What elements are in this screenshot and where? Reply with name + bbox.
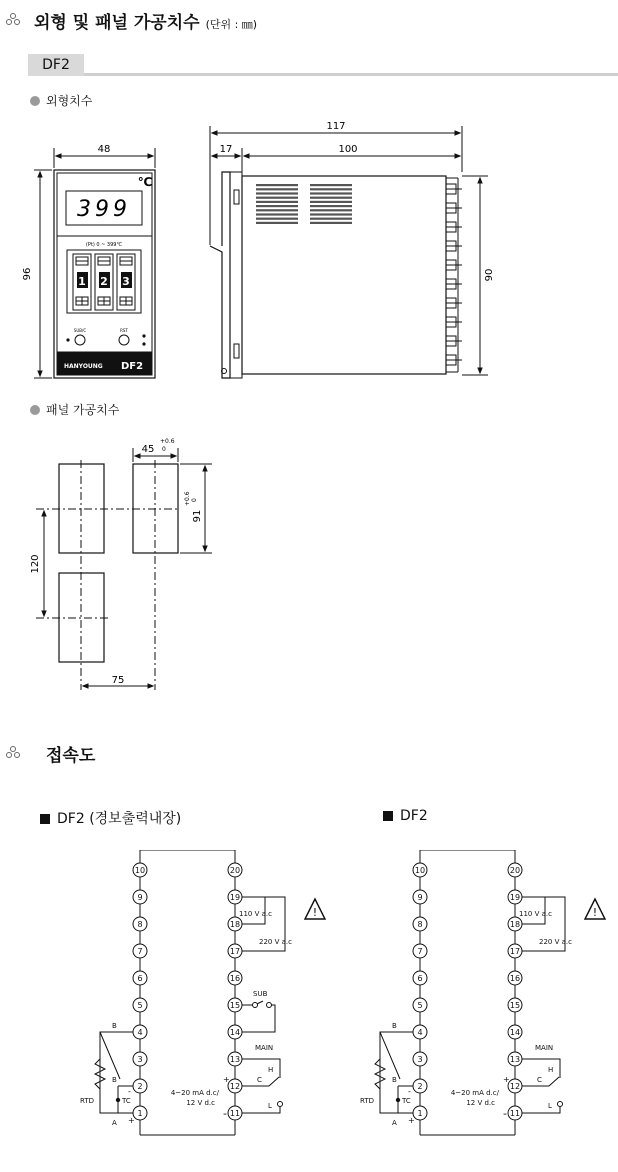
voltage-220-label: 220 V a.c xyxy=(259,938,292,946)
panel-cutout-drawing xyxy=(0,420,618,710)
main-l-point xyxy=(278,1102,283,1107)
terminal-number: 9 xyxy=(137,893,143,902)
vent-slot xyxy=(310,213,352,215)
tc-minus-label: - xyxy=(408,1087,411,1096)
vent-slot xyxy=(256,205,298,207)
display-value: 399 xyxy=(77,197,131,222)
brand-label: HANYOUNG xyxy=(64,363,103,370)
terminal-number: 10 xyxy=(134,866,146,875)
wiring-left-heading xyxy=(40,808,181,828)
tc-label: TC xyxy=(402,1097,411,1105)
panel-width-label: 45 xyxy=(141,444,155,455)
terminal-number: 6 xyxy=(417,974,423,983)
sub-label: SUB xyxy=(253,990,268,998)
vent-slot xyxy=(256,213,298,215)
a-label: A xyxy=(392,1119,397,1127)
section-bullet-icon xyxy=(6,746,22,760)
wiring-diagram-left xyxy=(60,850,340,1150)
ma-label: 4~20 mA d.c/ xyxy=(450,1089,499,1097)
terminal-number: 8 xyxy=(137,920,143,929)
section2-title: 접속도 xyxy=(46,746,96,766)
model-label: DF2 xyxy=(120,361,144,372)
b-label-mid: B xyxy=(112,1076,117,1084)
terminal-number: 12 xyxy=(229,1082,241,1091)
terminal-number: 14 xyxy=(229,1028,241,1037)
terminal-number: 2 xyxy=(417,1082,423,1091)
vent-slot xyxy=(310,201,352,203)
front-width-label: 48 xyxy=(97,144,111,155)
b-label-top: B xyxy=(392,1022,397,1030)
voltage-110-label: 110 V a.c xyxy=(239,910,272,918)
unit-symbol: ℃ xyxy=(137,175,153,189)
section1-title: 외형 및 패널 가공치수 xyxy=(34,13,200,33)
terminal-number: 11 xyxy=(229,1109,241,1118)
vent-slot xyxy=(310,218,352,220)
digit-2: 2 xyxy=(100,275,108,288)
circle-bullet-icon xyxy=(30,405,40,415)
range-label: (Pt) 0 ~ 399℃ xyxy=(85,242,123,248)
side-height-label: 90 xyxy=(484,268,495,282)
tc-plus-label: + xyxy=(408,1116,415,1125)
terminal-number: 20 xyxy=(509,866,521,875)
horizontal-pitch-label: 75 xyxy=(111,675,125,686)
voltage-110-label: 110 V a.c xyxy=(519,910,552,918)
warning-mark: ! xyxy=(592,906,598,919)
square-bullet-icon xyxy=(40,814,50,824)
rtd-label: RTD xyxy=(80,1097,95,1105)
vent-slot xyxy=(310,205,352,207)
panel-heading xyxy=(30,401,119,418)
front-height-label: 96 xyxy=(22,267,33,281)
plus-label: + xyxy=(503,1075,510,1084)
vent-slot xyxy=(256,222,298,224)
side-total-label: 117 xyxy=(326,121,346,132)
side-vents xyxy=(256,184,352,224)
terminal-number: 9 xyxy=(417,893,423,902)
side-front-label: 17 xyxy=(219,144,233,155)
rtd-label: RTD xyxy=(360,1097,375,1105)
terminal-number: 5 xyxy=(137,1001,143,1010)
tc-junction xyxy=(116,1098,120,1102)
vent-slot xyxy=(310,192,352,194)
vent-slot xyxy=(256,209,298,211)
ma-label: 4~20 mA d.c/ xyxy=(170,1089,219,1097)
minus-label: - xyxy=(223,1107,227,1120)
main-l-wire xyxy=(242,1107,280,1113)
side-body-label: 100 xyxy=(338,144,358,155)
terminal-number: 1 xyxy=(417,1109,423,1118)
vent-slot xyxy=(310,197,352,199)
vent-slot xyxy=(256,184,298,186)
digit-3: 3 xyxy=(122,275,130,288)
terminal-number: 3 xyxy=(137,1055,143,1064)
tc-minus-label: - xyxy=(128,1087,131,1096)
terminal-number: 15 xyxy=(229,1001,241,1010)
terminal-number: 15 xyxy=(509,1001,521,1010)
main-label: MAIN xyxy=(535,1044,554,1052)
sub-contact-point xyxy=(267,1003,272,1008)
tc-label: TC xyxy=(122,1097,131,1105)
plus-label: + xyxy=(223,1075,230,1084)
h-label: H xyxy=(548,1066,554,1074)
main-switch xyxy=(269,1077,279,1086)
panel-label: 패널 가공치수 xyxy=(46,403,120,417)
side-terminals xyxy=(446,184,462,365)
terminal-number: 16 xyxy=(229,974,241,983)
terminal-number: 1 xyxy=(137,1109,143,1118)
left-knob-label: SUB/C xyxy=(73,328,87,333)
b-label-mid: B xyxy=(392,1076,397,1084)
terminal-number: 3 xyxy=(417,1055,423,1064)
tc-junction xyxy=(396,1098,400,1102)
v12-label: 12 V d.c xyxy=(186,1099,215,1107)
c-label: C xyxy=(257,1076,262,1084)
vent-slot xyxy=(310,209,352,211)
rtd-diag-wire xyxy=(380,1032,400,1079)
terminal-number: 16 xyxy=(509,974,521,983)
wiring-left-title: DF2 (경보출력내장) xyxy=(57,811,182,827)
l-label: L xyxy=(548,1102,552,1110)
terminal-number: 18 xyxy=(229,920,241,929)
vent-slot xyxy=(256,192,298,194)
a-label: A xyxy=(112,1119,117,1127)
voltage-220-label: 220 V a.c xyxy=(539,938,572,946)
unit-note: (단위 : ㎜) xyxy=(205,18,258,31)
terminal-number: 6 xyxy=(137,974,143,983)
panel-height-tol-upper: +0.6 xyxy=(184,491,191,506)
vent-slot xyxy=(256,218,298,220)
vent-slot xyxy=(310,184,352,186)
panel-width-tol-upper: +0.6 xyxy=(160,438,175,445)
terminal-number: 2 xyxy=(137,1082,143,1091)
terminal-number: 14 xyxy=(509,1028,521,1037)
right-knob-label: RST xyxy=(120,328,128,333)
outline-label: 외형치수 xyxy=(46,94,93,108)
main-label: MAIN xyxy=(255,1044,274,1052)
terminal-number: 17 xyxy=(229,947,241,956)
vertical-pitch-label: 120 xyxy=(30,554,41,574)
v12-label: 12 V d.c xyxy=(466,1099,495,1107)
wiring-right-title: DF2 xyxy=(400,808,428,824)
wiring-diagram-right xyxy=(340,850,618,1150)
terminal-number: 17 xyxy=(509,947,521,956)
minus-label: - xyxy=(503,1107,507,1120)
terminal-number: 11 xyxy=(509,1109,521,1118)
outline-drawing xyxy=(0,0,618,400)
vent-slot xyxy=(310,188,352,190)
terminal-number: 7 xyxy=(417,947,423,956)
terminal-number: 7 xyxy=(137,947,143,956)
terminal-number: 20 xyxy=(229,866,241,875)
square-bullet-icon xyxy=(383,811,393,821)
warning-mark: ! xyxy=(312,906,318,919)
vent-slot xyxy=(256,188,298,190)
tc-plus-label: + xyxy=(128,1116,135,1125)
sub-contact-point xyxy=(253,1003,258,1008)
wiring-right-heading xyxy=(383,808,428,824)
main-switch xyxy=(549,1077,559,1086)
terminal-number: 19 xyxy=(509,893,521,902)
vent-slot xyxy=(310,222,352,224)
panel-width-tol-lower: 0 xyxy=(162,446,166,453)
sub-wire xyxy=(242,1005,275,1032)
main-l-wire xyxy=(522,1107,560,1113)
panel-height-label: 91 xyxy=(192,509,203,523)
b-label-top: B xyxy=(112,1022,117,1030)
vent-slot xyxy=(256,197,298,199)
terminal-number: 13 xyxy=(509,1055,521,1064)
terminal-number: 8 xyxy=(417,920,423,929)
terminal-number: 10 xyxy=(414,866,426,875)
model-tab: DF2 xyxy=(28,54,84,76)
digit-1: 1 xyxy=(78,275,86,288)
panel-height-tol-lower: 0 xyxy=(191,498,198,502)
terminal-number: 5 xyxy=(417,1001,423,1010)
terminal-number: 19 xyxy=(229,893,241,902)
terminal-number: 4 xyxy=(417,1028,423,1037)
terminal-number: 4 xyxy=(137,1028,143,1037)
terminal-number: 12 xyxy=(509,1082,521,1091)
terminal-number: 18 xyxy=(509,920,521,929)
rtd-diag-wire xyxy=(100,1032,120,1079)
vent-slot xyxy=(256,201,298,203)
c-label: C xyxy=(537,1076,542,1084)
main-l-point xyxy=(558,1102,563,1107)
terminal-number: 13 xyxy=(229,1055,241,1064)
l-label: L xyxy=(268,1102,272,1110)
h-label: H xyxy=(268,1066,274,1074)
